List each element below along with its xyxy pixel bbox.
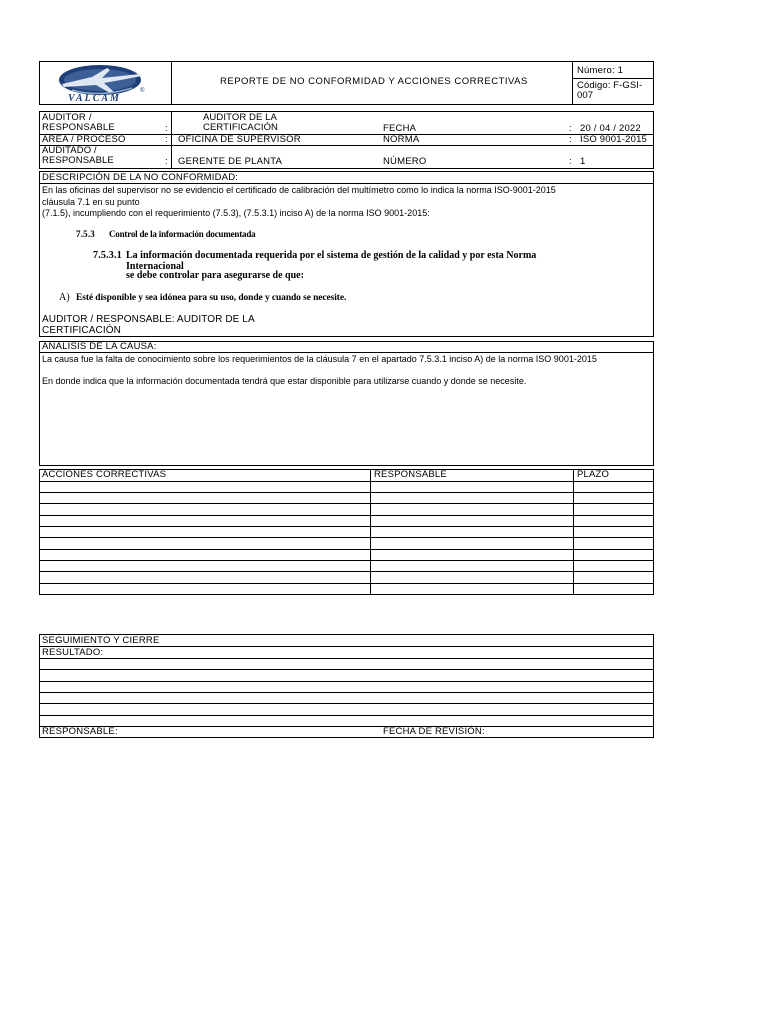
seguimiento-row-line: [39, 646, 654, 647]
acciones-col-line-2: [573, 469, 574, 595]
resultado-label: RESULTADO:: [42, 647, 104, 658]
colon: :: [165, 156, 168, 167]
acciones-row-line: [39, 560, 654, 561]
header-divider-left: [171, 61, 172, 105]
auditado-value: GERENTE DE PLANTA: [178, 156, 283, 167]
logo-registered-mark: ®: [140, 88, 145, 94]
descripcion-heading: DESCRIPCIÓN DE LA NO CONFORMIDAD:: [42, 172, 239, 183]
fecha-value: 20 / 04 / 2022: [580, 123, 641, 134]
auditor-label: [42, 113, 152, 133]
analisis-heading-line: [39, 352, 654, 353]
header-divider-right: [572, 61, 573, 105]
seguimiento-row-line: [39, 681, 654, 682]
seguimiento-row-line: [39, 726, 654, 727]
auditor-label-text: AUDITOR / RESPONSABLE: [42, 112, 115, 133]
acciones-table: [39, 469, 654, 595]
fecha-revision-label: FECHA DE REVISIÓN:: [383, 726, 485, 737]
seguimiento-row-line: [39, 715, 654, 716]
seguimiento-row-line: [39, 669, 654, 670]
responsable-label: RESPONSABLE:: [42, 726, 118, 737]
clause-title: Control de la información documentada: [109, 229, 256, 239]
report-code: Código: F-GSI-007: [577, 80, 643, 101]
analisis-heading: ANÁLISIS DE LA CAUSA:: [42, 341, 157, 352]
item-a-label: A): [59, 292, 70, 303]
descripcion-line-1: En las oficinas del supervisor no se evidencio el certificado de calibración del multímetro como lo indica la norma ISO-9001-2015: [42, 185, 556, 195]
area-value: OFICINA DE SUPERVISOR: [178, 134, 301, 145]
descripcion-signer: AUDITOR / RESPONSABLE: AUDITOR DE LA CERTIFICACIÓN: [42, 314, 255, 336]
acciones-row-line: [39, 515, 654, 516]
info-row-line-1: [39, 134, 654, 135]
seguimiento-heading: SEGUIMIENTO Y CIERRE: [42, 635, 160, 646]
auditor-value: AUDITOR DE LA CERTIFICACIÓN: [203, 112, 279, 133]
acciones-col-line-1: [370, 469, 371, 595]
auditado-label: AUDITADO / RESPONSABLE: [42, 145, 114, 166]
colon: :: [569, 134, 572, 145]
subclause-number: 7.5.3.1: [93, 250, 122, 261]
report-number: Número: 1: [577, 65, 624, 76]
descripcion-heading-line: [39, 183, 654, 184]
logo-text: VALCAM: [68, 93, 121, 104]
descripcion-line-2: cláusula 7.1 en su punto: [42, 197, 140, 207]
company-logo: [52, 62, 152, 104]
clause-number: 7.5.3: [76, 229, 95, 239]
numero-label: NÚMERO: [383, 156, 427, 167]
colon: :: [165, 134, 168, 145]
subclause-text-3: se debe controlar para asegurarse de que:: [126, 270, 304, 281]
subclause-text-1: La información documentada requerida por el sistema de gestión de la calidad y por esta Norma: [126, 250, 537, 261]
analisis-text-2: En donde indica que la información documentada tendrá que estar disponible para utilizarse cuando y donde se necesite.: [42, 376, 527, 386]
report-title: REPORTE DE NO CONFORMIDAD Y ACCIONES CORRECTIVAS: [220, 76, 528, 87]
colon: :: [569, 123, 572, 134]
colon: :: [569, 156, 572, 167]
subclause-text-2: Internacional: [126, 261, 184, 272]
colon: :: [165, 123, 168, 134]
header-divider-numero: [572, 78, 654, 79]
acciones-row-line: [39, 583, 654, 584]
seguimiento-row-line: [39, 703, 654, 704]
acciones-row-line: [39, 526, 654, 527]
descripcion-line-3: (7.1.5), incumpliendo con el requerimiento (7.5.3), (7.5.3.1) inciso A) de la norma ISO 9001-2015:: [42, 208, 430, 218]
numero-value: 1: [580, 156, 586, 167]
norma-label: NORMA: [383, 134, 420, 145]
acciones-row-line: [39, 481, 654, 482]
acciones-row-line: [39, 549, 654, 550]
acciones-col-header: ACCIONES CORRECTIVAS: [42, 469, 167, 480]
acciones-row-line: [39, 571, 654, 572]
plazo-col-header: PLAZO: [577, 469, 610, 480]
seguimiento-row-line: [39, 692, 654, 693]
item-a-text: Esté disponible y sea idónea para su uso, donde y cuando se necesite.: [76, 293, 347, 303]
seguimiento-row-line: [39, 658, 654, 659]
analisis-text-1: La causa fue la falta de conocimiento sobre los requerimientos de la cláusula 7 en el apartado 7.5.3.1 inciso A) de la norma ISO 9001-2015: [42, 354, 597, 364]
info-col-line: [171, 111, 172, 169]
acciones-row-line: [39, 492, 654, 493]
responsable-col-header: RESPONSABLE: [374, 469, 447, 480]
norma-value: ISO 9001-2015: [580, 134, 648, 145]
area-label: ÁREA / PROCESO: [42, 134, 126, 145]
acciones-row-line: [39, 537, 654, 538]
fecha-label: FECHA: [383, 123, 417, 134]
acciones-row-line: [39, 503, 654, 504]
seguimiento-section: [39, 634, 654, 738]
